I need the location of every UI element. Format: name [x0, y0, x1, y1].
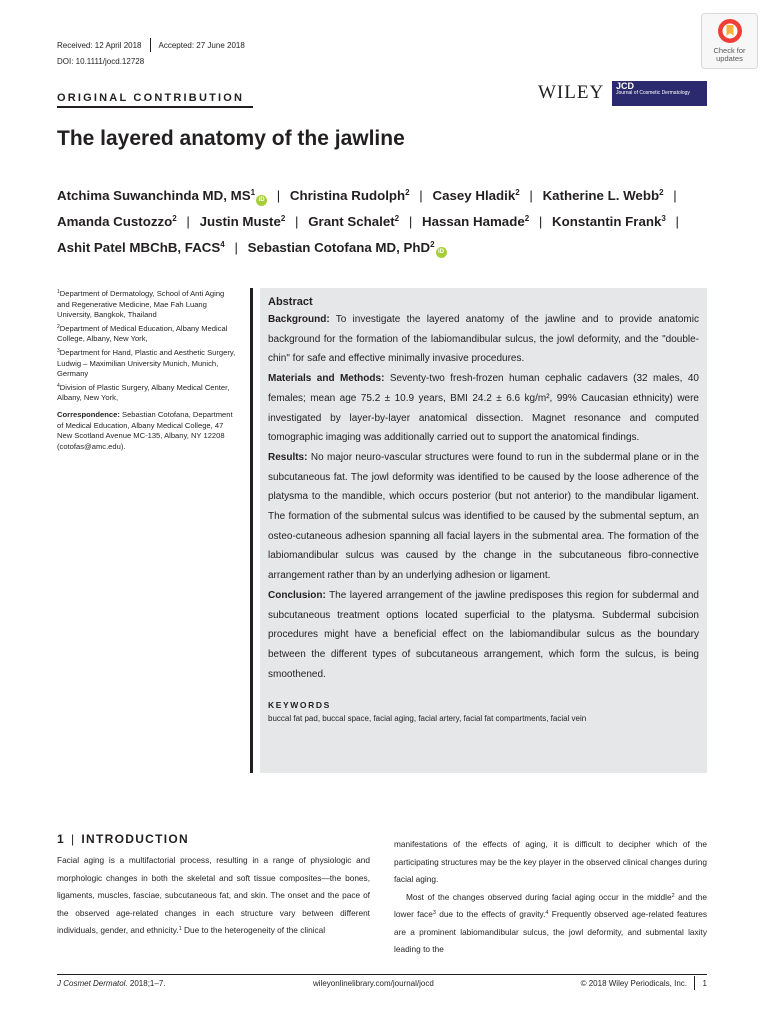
citation-link[interactable]: 3	[432, 910, 436, 916]
journal-abbrev: JCD	[616, 81, 635, 91]
author-name[interactable]: Atchima Suwanchinda MD, MS	[57, 188, 251, 203]
affiliation-3: $^3$Department for Hand, Plastic and Aesthetic Surgery, Ludwig – Maximilian University Munich, Munich, Germany	[57, 347, 236, 379]
section-number: 1	[57, 832, 65, 846]
publisher-logo: WILEY	[538, 82, 605, 103]
abstract-text	[268, 310, 699, 684]
bookmark-ribbon-icon	[717, 18, 743, 44]
paragraph: Most of the changes observed during facial aging occur in the middle$^2$ and the lower face$^3$ due to the effects of gravity.$^4$ Frequently observed age-related features are a prominent labiomandibular sulcus, the jowl deformity, and submental laxity leading to the	[394, 891, 707, 954]
author-separator: |	[295, 214, 299, 229]
affiliation-ref: 1	[250, 188, 256, 197]
affiliation-ref: 2	[280, 214, 286, 223]
journal-url[interactable]: wileyonlinelibrary.com/journal/jocd	[313, 979, 434, 988]
keywords-heading: KEYWORDS	[268, 700, 331, 711]
correspondence: Correspondence: Sebastian Cotofana, Department of Medical Education, Albany Medical College, 47 New Scotland Avenue MC-135, Albany, NY 12208 (cotofas@amc.edu).	[57, 409, 233, 451]
received-date: Received: 12 April 2018	[57, 40, 142, 50]
check-for-updates-label: Check for updates	[713, 46, 746, 63]
copyright: © 2018 Wiley Periodicals, Inc.	[580, 979, 687, 988]
orcid-icon[interactable]: iD	[256, 195, 267, 206]
author-separator: |	[529, 188, 533, 203]
author-name[interactable]: Grant Schalet	[308, 214, 395, 229]
author-separator: |	[186, 214, 190, 229]
author-list	[57, 183, 717, 261]
affiliation-ref: 2	[659, 188, 664, 197]
author-name[interactable]: Christina Rudolph	[289, 188, 406, 203]
journal-full-name: Journal of Cosmetic Dermatology	[616, 90, 690, 96]
abstract-side-rule	[250, 288, 253, 773]
author-name[interactable]: Ashit Patel MBChB, FACS	[57, 240, 221, 255]
author-separator: |	[419, 188, 423, 203]
accepted-date: Accepted: 27 June 2018	[158, 40, 245, 50]
affiliation-ref: 2	[405, 188, 410, 197]
paragraph: Facial aging is a multifactorial process, resulting in a range of physiologic and morphologic changes in both the skeletal and soft tissue composites—the bones, ligaments, muscles, fasciae, subcutaneous fat, and skin. The onset and the pace of the observed age-related changes in each structure vary between different individuals, gender, and ethnicity.$^1$ Due to the heterogeneity of the clinical	[57, 855, 370, 935]
article-type: ORIGINAL CONTRIBUTION	[57, 92, 245, 104]
affiliation-ref: 2	[430, 240, 435, 249]
abstract-heading: Abstract	[268, 296, 313, 308]
article-type-underline	[57, 106, 253, 108]
abstract-methods: Materials and Methods: Seventy-two fresh-frozen human cephalic cadavers (32 males, 40 females; mean age 75.2 ± 10.9 years, BMI 24.2 ± 6.6 kg/m², 99% Caucasian ethnicity) were investigated by layer-by-layer anatomical dissection. Magnet resonance and computed tomographic imaging was additionally carried out to support the anatomical findings.	[268, 373, 699, 444]
orcid-icon[interactable]: iD	[436, 247, 447, 258]
journal-logo	[612, 81, 707, 106]
author-separator: |	[673, 188, 677, 203]
page-number: 1	[702, 979, 707, 988]
divider	[150, 38, 151, 52]
affiliation-ref: 2	[394, 214, 400, 223]
footer-rule	[57, 974, 707, 975]
affiliation-1: $^1$Department of Dermatology, School of Anti Aging and Regenerative Medicine, Mae Fah Luang University, Bangkok, Thailand	[57, 289, 225, 320]
abstract-box	[260, 288, 707, 773]
author-separator: |	[234, 240, 238, 255]
citation-link[interactable]: 4	[545, 910, 549, 916]
author-name[interactable]: Justin Muste	[199, 214, 281, 229]
divider	[694, 976, 695, 990]
affiliation-4: $^4$Division of Plastic Surgery, Albany Medical Center, Albany, New York,	[57, 382, 230, 403]
author-name[interactable]: Sebastian Cotofana MD, PhD	[247, 240, 431, 255]
author-separator: |	[538, 214, 543, 229]
keywords-list: buccal fat pad, buccal space, facial aging, facial artery, facial fat compartments, facial vein	[268, 714, 587, 724]
author-name[interactable]: Katherine L. Webb	[542, 188, 660, 203]
abstract-conclusion: Conclusion: The layered arrangement of the jawline predisposes this region for subdermal and subcutaneous treatment options located superficial to the platysma. Subdermal subcision procedures might have a beneficial effect on the labiomandibular sulcus as the boundary between the different types of subcutaneous arrangement, which form the sulcus, is being smoothened.	[268, 589, 699, 680]
affiliation-ref: 2	[524, 214, 530, 223]
journal-citation: J Cosmet Dermatol. 2018;1–7.	[57, 979, 166, 988]
abstract-background: Background: To investigate the layered anatomy of the jawline and to provide anatomic background for the formation of the labiomandibular sulcus, the jowl deformity, and the "double-chin" for safe and effective minimally invasive procedures.	[268, 314, 699, 365]
affiliation-ref: 3	[661, 214, 666, 223]
affiliations	[57, 289, 237, 455]
body-column-left	[57, 852, 370, 940]
author-name[interactable]: Casey Hladik	[432, 188, 516, 203]
citation-link[interactable]: 2	[671, 892, 675, 899]
author-separator: |	[276, 188, 281, 203]
section-heading-introduction	[57, 832, 189, 846]
article-dates	[57, 38, 245, 52]
affiliation-ref: 2	[515, 188, 520, 197]
author-separator: |	[675, 214, 680, 229]
divider: |	[70, 832, 76, 846]
author-name[interactable]: Amanda Custozzo	[57, 214, 173, 229]
affiliation-ref: 2	[172, 214, 177, 223]
abstract-results: Results: No major neuro-vascular structures were found to run in the subdermal plane or in the subcutaneous fat. The jowl deformity was identified to be caused by the loose adherence of the platysma to the mandible, which occurs posterior (but not anterior) to the mandibular ligament. The formation of the submental sulcus was identified to be caused by the submental septum, an osteo-cutaneous adhesion spanning all facial layers in the submental area. The formation of the labiomandibular sulcus was caused by the change in the subcutaneous fibro-connective arrangement rather than by an underlying adhesion or ligament.	[268, 451, 699, 582]
check-for-updates-button[interactable]	[701, 13, 758, 69]
citation-link[interactable]: 1	[178, 926, 182, 932]
author-name[interactable]: Hassan Hamade	[421, 214, 525, 229]
body-column-right	[394, 836, 707, 959]
doi[interactable]: DOI: 10.1111/jocd.12728	[57, 57, 145, 66]
paragraph: manifestations of the effects of aging, it is difficult to decipher which of the participating structures may be the key player in the observed clinical changes during facial aging.	[394, 839, 707, 884]
author-name[interactable]: Konstantin Frank	[552, 214, 662, 229]
author-separator: |	[408, 214, 413, 229]
article-title: The layered anatomy of the jawline	[57, 127, 405, 150]
affiliation-2: $^2$Department of Medical Education, Albany Medical College, Albany, New York,	[57, 323, 228, 344]
affiliation-ref: 4	[220, 240, 225, 249]
section-title: INTRODUCTION	[81, 832, 189, 846]
